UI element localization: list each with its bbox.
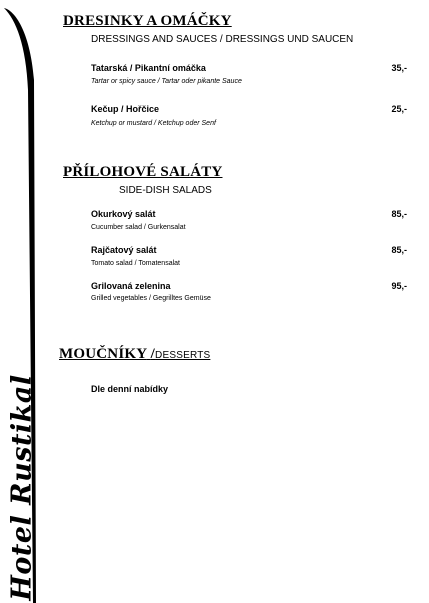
desserts-title (59, 346, 210, 363)
dressing-item-desc: Tartar or spicy sauce / Tartar oder pikante Sauce (91, 78, 242, 85)
dressing-item-price: 25,- (391, 104, 407, 114)
salad-item-price: 95,- (391, 281, 407, 291)
salad-item-name: Okurkový salát (91, 209, 156, 219)
salad-item-name: Grilovaná zelenina (91, 281, 171, 291)
desserts-note: Dle denní nabídky (91, 384, 169, 394)
salad-item-desc: Cucumber salad / Gurkensalat (91, 224, 186, 231)
hotel-name: Hotel Rustikal (6, 374, 38, 601)
salads-title: PŘÍLOHOVÉ SALÁTY (63, 164, 223, 180)
dressings-subtitle: DRESSINGS AND SAUCES / DRESSINGS UND SAUCEN (91, 34, 354, 45)
salad-item-name: Rajčatový salát (91, 245, 157, 255)
salads-subtitle: SIDE-DISH SALADS (119, 185, 212, 196)
dressing-item-desc: Ketchup or mustard / Ketchup oder Senf (91, 120, 216, 127)
salad-item-price: 85,- (391, 209, 407, 219)
salad-item-desc: Grilled vegetables / Gegrilltes Gemüse (91, 295, 211, 302)
desserts-subtitle: DESSERTS (155, 350, 211, 361)
desserts-title-text: MOUČNÍKY (59, 346, 147, 362)
dressing-item-name: Tatarská / Pikantní omáčka (91, 63, 206, 73)
desserts-title-slash: / (150, 346, 156, 362)
dressing-item-price: 35,- (391, 63, 407, 73)
hotel-logo (4, 374, 40, 601)
salad-item-desc: Tomato salad / Tomatensalat (91, 260, 180, 267)
dressing-item-name: Kečup / Hořčice (91, 104, 160, 114)
salad-item-price: 85,- (391, 245, 407, 255)
dressings-title: DRESINKY A OMÁČKY (63, 13, 232, 29)
